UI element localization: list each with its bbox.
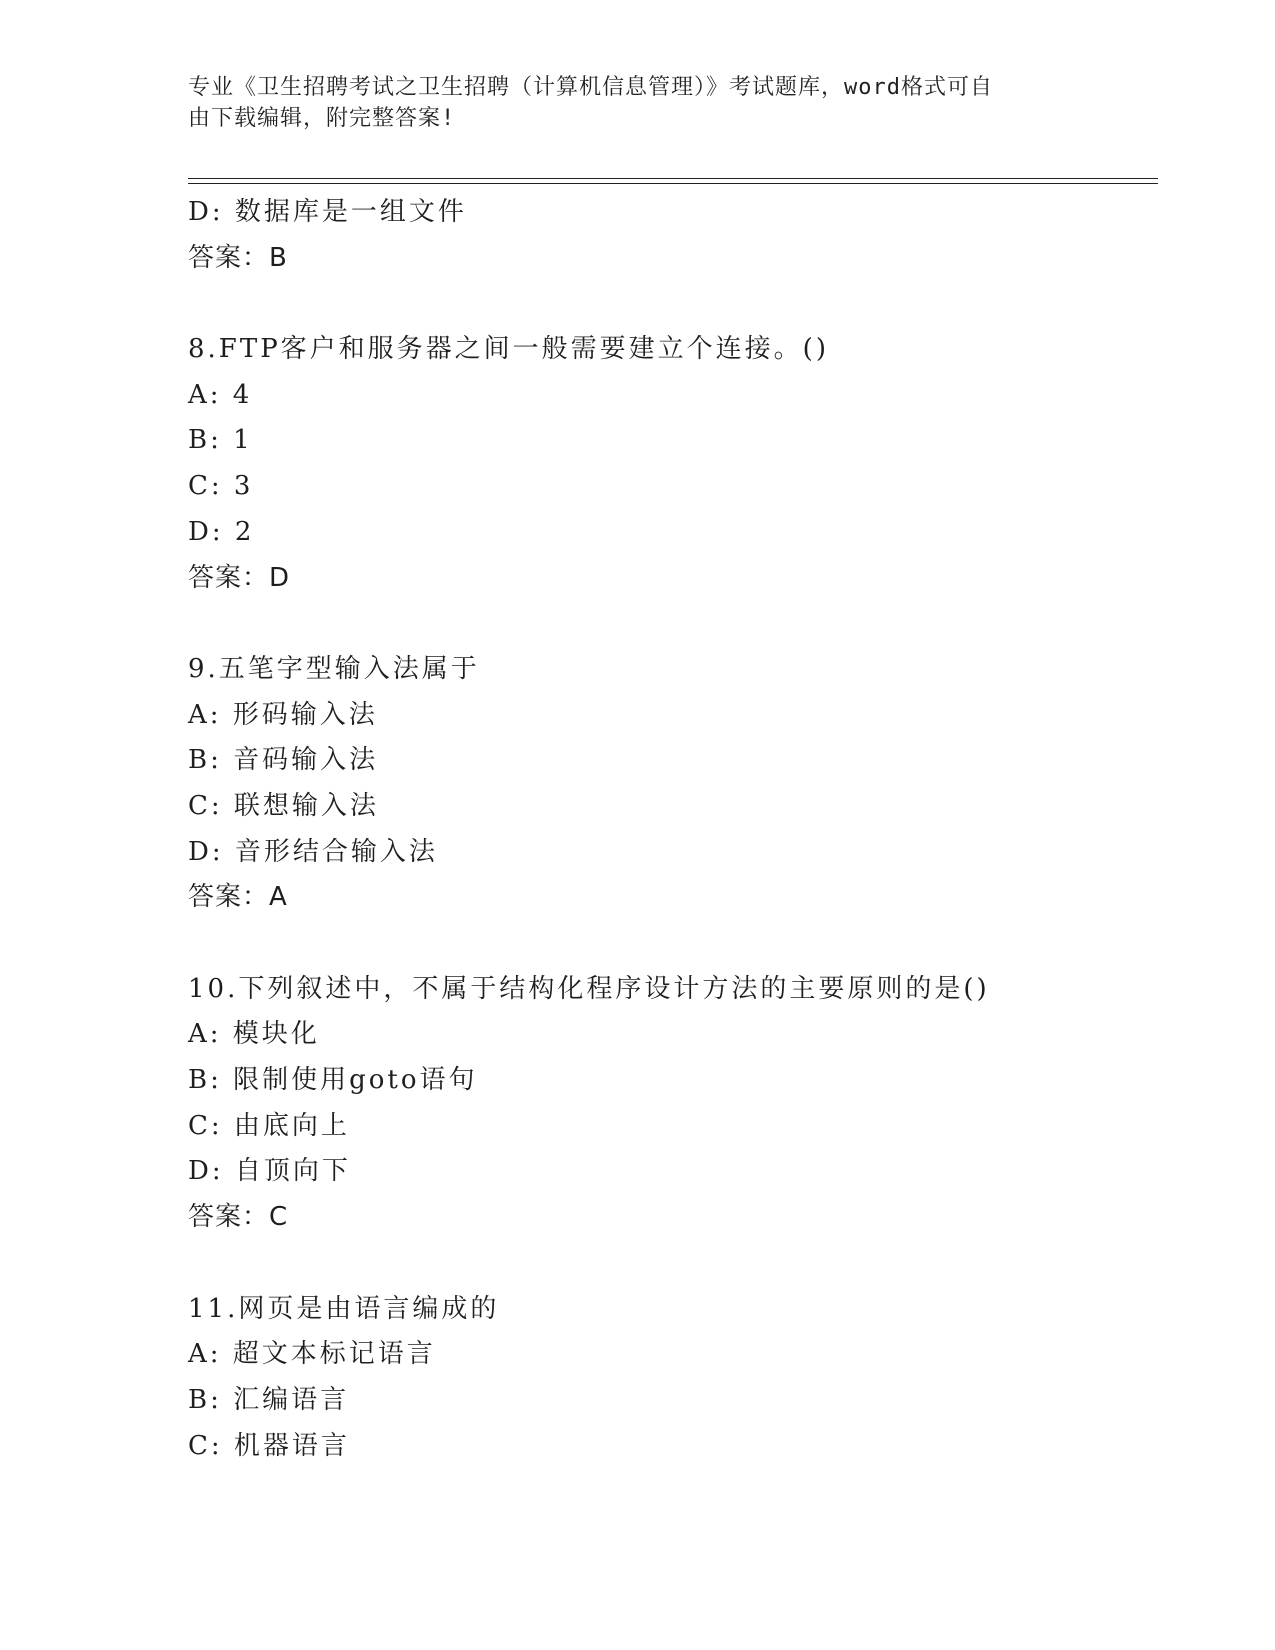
- spacer: [188, 1241, 1158, 1287]
- question-list: [188, 190, 1158, 1469]
- option-c: C: 联想输入法: [188, 790, 379, 821]
- document-header: [188, 72, 1068, 134]
- option-d: D: 音形结合输入法: [188, 836, 438, 867]
- question-text: 8.FTP客户和服务器之间一般需要建立个连接。(): [188, 334, 829, 365]
- question-10: [188, 967, 1158, 1241]
- option-a: A: 模块化: [188, 1019, 320, 1050]
- answer: 答案：D: [188, 562, 291, 593]
- option-b: B: 音码输入法: [188, 745, 379, 776]
- question-8: [188, 327, 1158, 601]
- header-divider-bottom: [188, 183, 1158, 184]
- header-line-2: 由下载编辑，附完整答案!: [188, 106, 456, 131]
- option-d: D: 2: [188, 516, 255, 547]
- question-text: 11.网页是由语言编成的: [188, 1293, 500, 1324]
- option-d: D: 数据库是一组文件: [188, 197, 467, 227]
- option-c: C: 3: [188, 471, 254, 502]
- option-a: A: 4: [188, 379, 253, 410]
- answer: 答案：A: [188, 882, 288, 913]
- option-b: B: 限制使用goto语句: [188, 1065, 478, 1096]
- question-11: [188, 1287, 1158, 1470]
- question-text: 9.五笔字型输入法属于: [188, 653, 480, 684]
- question-7-continued: [188, 190, 1158, 281]
- option-b: B: 汇编语言: [188, 1384, 350, 1415]
- spacer: [188, 601, 1158, 647]
- option-c: C: 由底向上: [188, 1110, 350, 1141]
- header-divider-top: [188, 178, 1158, 179]
- option-a: A: 超文本标记语言: [188, 1339, 436, 1370]
- option-a: A: 形码输入法: [188, 699, 378, 730]
- option-b: B: 1: [188, 425, 253, 456]
- header-line-1: 专业《卫生招聘考试之卫生招聘（计算机信息管理）》考试题库，word格式可自: [188, 75, 993, 100]
- answer: 答案：C: [188, 1202, 289, 1233]
- question-9: [188, 647, 1158, 921]
- spacer: [188, 921, 1158, 967]
- answer: 答案：B: [188, 242, 288, 273]
- question-text: 10.下列叙述中，不属于结构化程序设计方法的主要原则的是(): [188, 973, 990, 1004]
- spacer: [188, 281, 1158, 327]
- option-d: D: 自顶向下: [188, 1156, 351, 1187]
- option-c: C: 机器语言: [188, 1430, 350, 1461]
